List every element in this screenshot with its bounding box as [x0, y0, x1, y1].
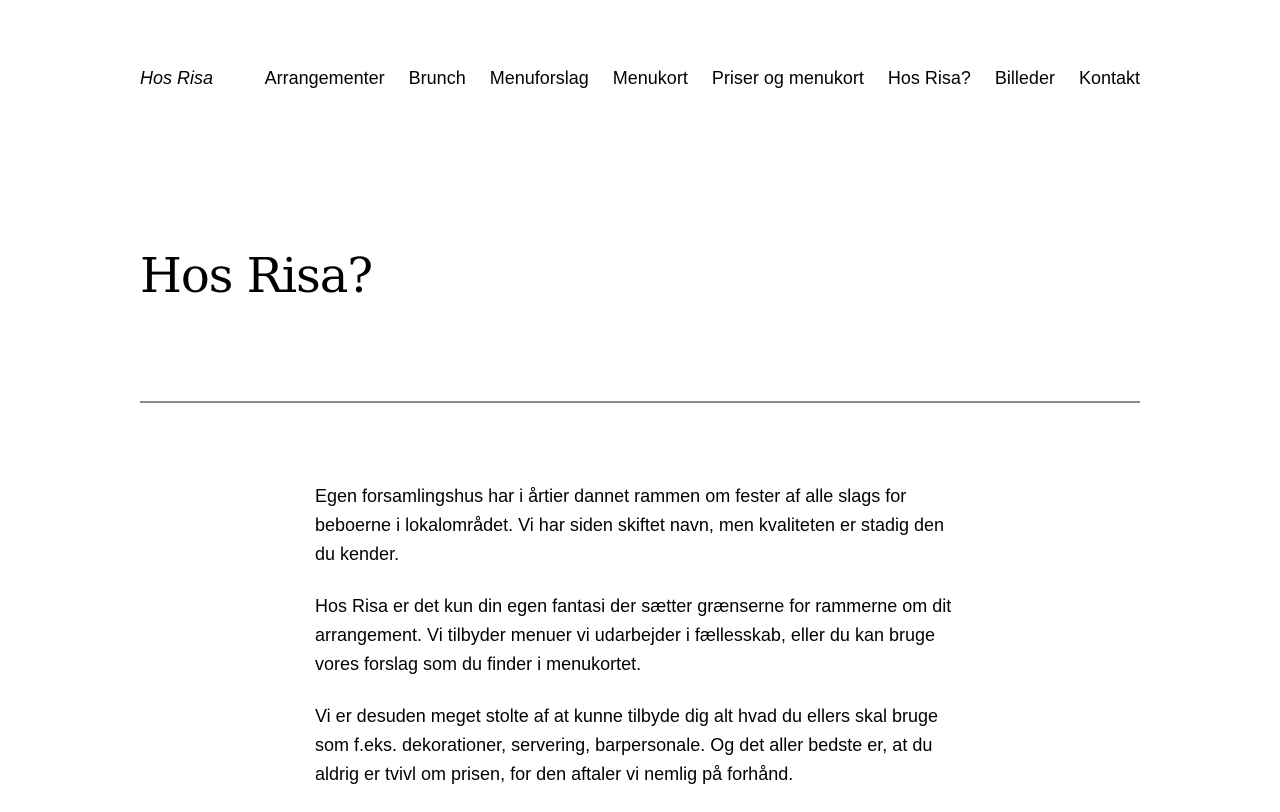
site-header	[140, 0, 1140, 156]
nav-link-brunch[interactable]: Brunch	[408, 68, 466, 88]
content-paragraph-2: Hos Risa er det kun din egen fantasi der sætter grænserne for rammerne om dit arrangement. Vi tilbyder menuer vi udarbejder i fællesskab, eller du kan bruge vores forslag som du finder i menukortet.	[315, 596, 952, 674]
nav-item-brunch	[409, 67, 466, 89]
nav-link-hos-risa[interactable]: Hos Risa?	[887, 68, 971, 88]
nav-link-menuforslag[interactable]: Menuforslag	[489, 68, 589, 88]
content-paragraph-1: Egen forsamlingshus har i årtier dannet rammen om fester af alle slags for beboerne i lokalområdet. Vi har siden skiftet navn, men kvaliteten er stadig den du kender.	[315, 486, 945, 564]
nav-link-arrangementer[interactable]: Arrangementer	[264, 68, 385, 88]
nav-link-kontakt[interactable]: Kontakt	[1078, 68, 1140, 88]
nav-item-billeder	[995, 67, 1055, 89]
nav-link-menukort[interactable]: Menukort	[612, 68, 688, 88]
nav-item-hos-risa	[888, 67, 971, 89]
nav-item-arrangementer	[265, 67, 385, 89]
separator-line	[140, 401, 1140, 403]
nav-item-kontakt	[1079, 67, 1140, 89]
page-title: Hos Risa?	[140, 248, 373, 304]
content-paragraph-3: Vi er desuden meget stolte af at kunne tilbyde dig alt hvad du ellers skal bruge som f.eks. dekorationer, servering, barpersonale. Og det aller bedste er, at du aldrig er tvivl om prisen, for den aftaler vi nemlig på forhånd.	[315, 706, 939, 784]
nav-link-priser-og-menukort[interactable]: Priser og menukort	[711, 68, 864, 88]
page-content	[315, 482, 960, 812]
nav-item-priser-og-menukort	[712, 67, 864, 89]
nav-item-menuforslag	[490, 67, 589, 89]
nav-link-billeder[interactable]: Billeder	[994, 68, 1055, 88]
nav-list	[265, 67, 1140, 89]
nav-item-menukort	[613, 67, 688, 89]
site-title-link[interactable]: Hos Risa	[140, 68, 214, 88]
